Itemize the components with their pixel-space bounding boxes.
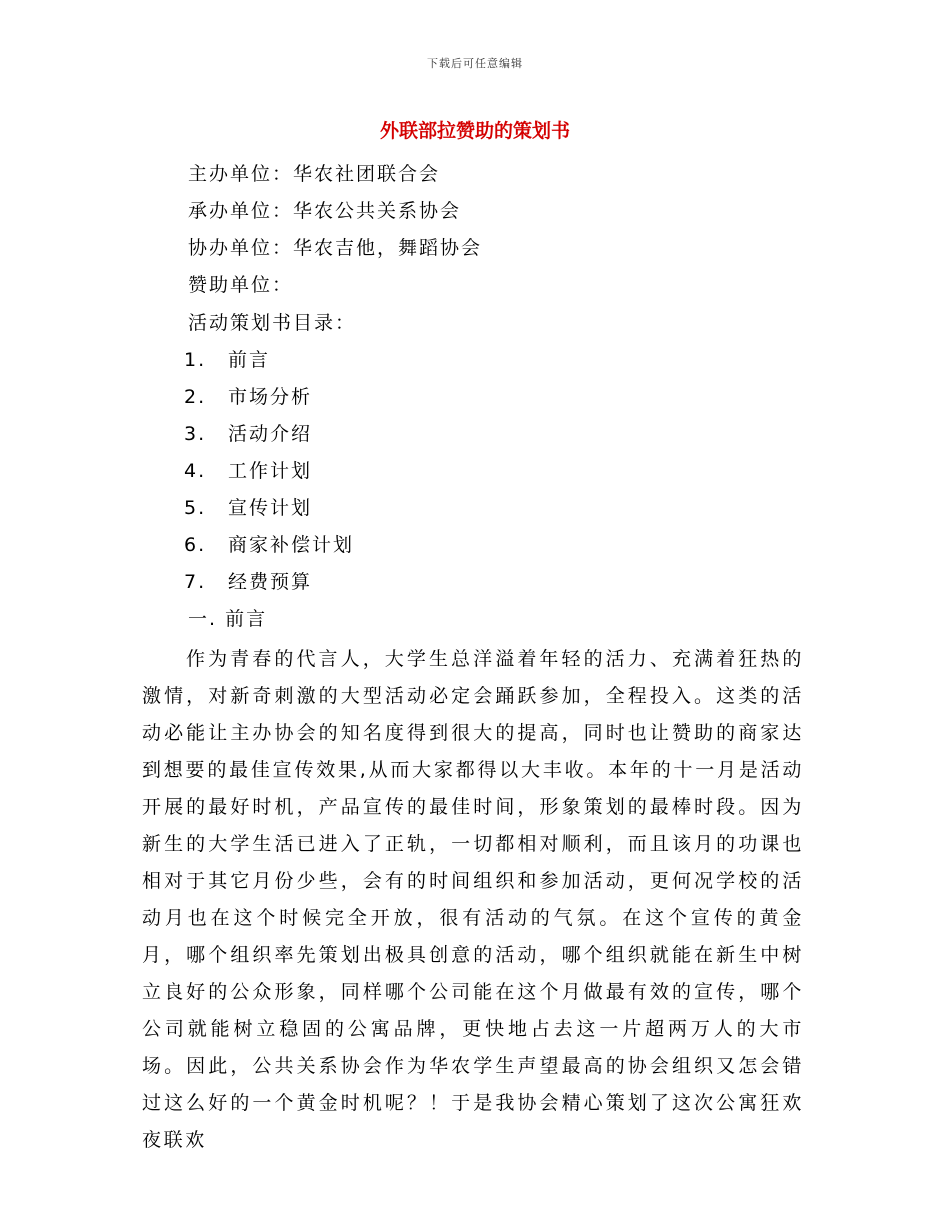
page-header-note: 下载后可任意编辑 (427, 57, 523, 70)
toc-item-label: 市场分析 (228, 386, 313, 408)
toc-item-label: 活动介绍 (228, 423, 313, 445)
document-title: 外联部拉赞助的策划书 (379, 120, 570, 142)
toc-item-label: 商家补偿计划 (228, 534, 355, 556)
toc-item (184, 459, 312, 483)
toc-item (184, 570, 312, 594)
toc-item-number: 2. (184, 386, 207, 408)
toc-item (184, 533, 354, 557)
toc-heading: 活动策划书目录： (188, 312, 357, 334)
toc-item-number: 1. (184, 349, 207, 371)
toc-item (184, 348, 270, 372)
toc-item (184, 422, 312, 446)
toc-item-label: 工作计划 (228, 460, 313, 482)
organizer-line: 主办单位：华农社团联合会 (188, 163, 441, 185)
sponsor-line: 赞助单位： (188, 274, 294, 296)
host-line: 承办单位：华农公共关系协会 (188, 200, 462, 222)
toc-item (184, 496, 312, 520)
preface-paragraph: 作为青春的代言人，大学生总洋溢着年轻的活力、充满着狂热的激情，对新奇刺激的大型活动必定会踊跃参加，全程投入。这类的活动必能让主办协会的知名度得到很大的提高，同时也让赞助的商家达到想要的最佳宣传效果,从而大家都得以大丰收。本年的十一月是活动开展的最好时机，产品宣传的最佳时间，形象策划的最棒时段。因为新生的大学生活已进入了正轨，一切都相对顺利，而且该月的功课也相对于其它月份少些，会有的时间组织和参加活动，更何况学校的活动月也在这个时候完全开放，很有活动的气氛。在这个宣传的黄金月，哪个组织率先策划出极具创意的活动，哪个组织就能在新生中树立良好的公众形象，同样哪个公司能在这个月做最有效的宣传，哪个公司就能树立稳固的公寓品牌，更快地占去这一片超两万人的大市场。因此，公共关系协会作为华农学生声望最高的协会组织又怎会错过这么好的一个黄金时机呢？！于是我协会精心策划了这次公寓狂欢夜联欢 (142, 648, 804, 1151)
toc-item-number: 6. (184, 534, 207, 556)
toc-item-number: 7. (184, 571, 207, 593)
toc-item-number: 3. (184, 423, 207, 445)
toc-item-number: 5. (184, 497, 207, 519)
toc-item-label: 宣传计划 (228, 497, 313, 519)
toc-item-label: 前言 (228, 349, 271, 371)
section-heading-preface: 一. 前言 (188, 608, 268, 630)
toc-item-number: 4. (184, 460, 207, 482)
toc-item-label: 经费预算 (228, 571, 313, 593)
co-organizer-line: 协办单位：华农吉他，舞蹈协会 (188, 237, 483, 259)
toc-item (184, 385, 312, 409)
